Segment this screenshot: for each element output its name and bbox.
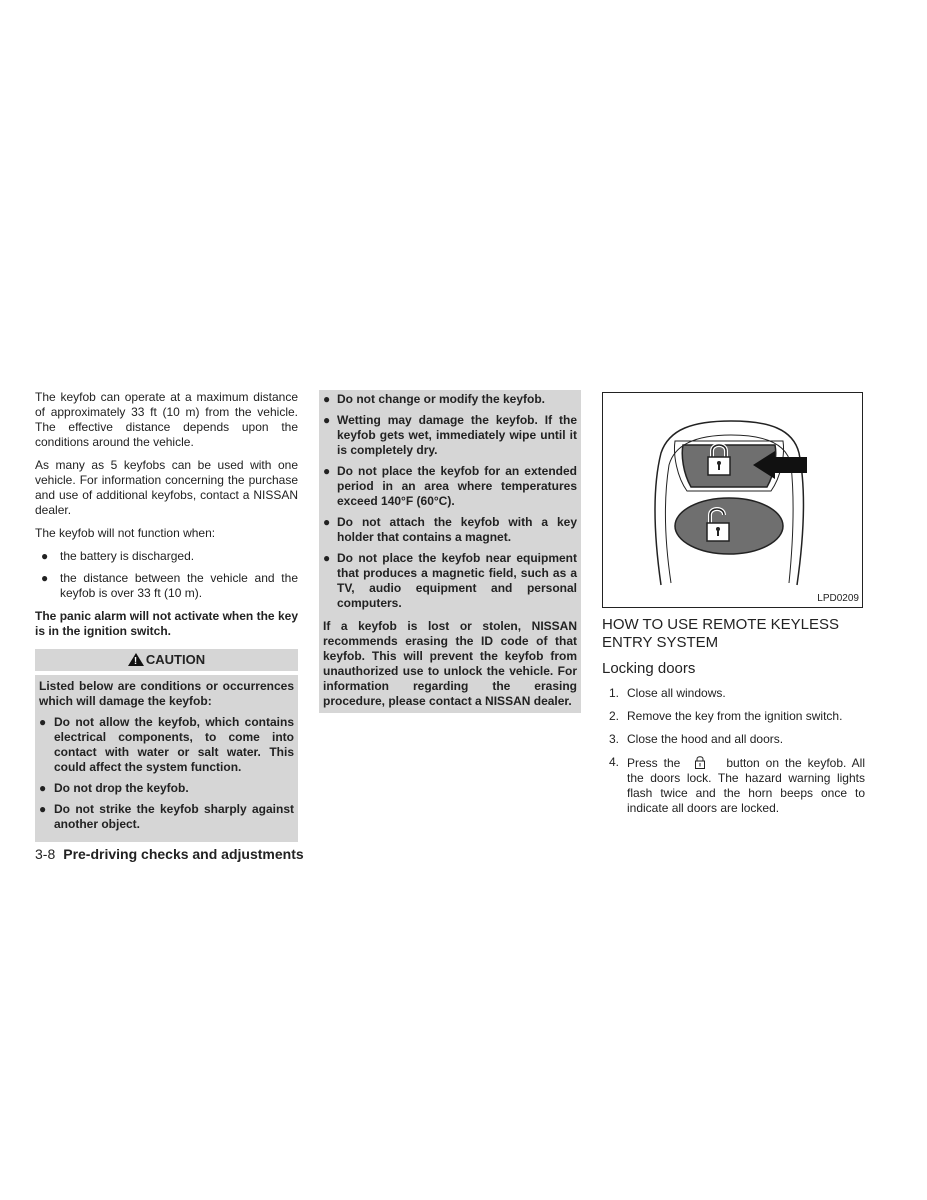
lost-keyfob-note: If a keyfob is lost or stolen, NISSAN recommends erasing the ID code of that keyfob. This will prevent the keyfob from unauthorized use to unlock the vehicle. For information regarding the erasing procedure, please contact a NISSAN dealer. (323, 619, 577, 708)
list-item: ● Do not place the keyfob for an extended period in an area where temperatures exceed 140°F (60°C). (323, 464, 577, 508)
column-middle (319, 390, 581, 713)
page-number: 3-8 (35, 846, 56, 862)
list-item: ● Do not attach the keyfob with a key holder that contains a magnet. (323, 515, 577, 544)
step-item: 3. Close the hood and all doors. (609, 732, 784, 746)
step-item: 1. Close all windows. (609, 686, 726, 700)
not-function-list (35, 549, 298, 601)
panic-alarm-note: The panic alarm will not activate when the key is in the ignition switch. (35, 609, 298, 638)
step-item: 2. Remove the key from the ignition switch. (609, 709, 843, 723)
bullet-dot: ● (323, 464, 331, 478)
bullet-dot: ● (41, 571, 49, 585)
caution-header (35, 649, 298, 671)
list-item: ● the battery is discharged. (41, 549, 195, 563)
bullet-dot: ● (39, 802, 47, 816)
section-heading: HOW TO USE REMOTE KEYLESS ENTRY SYSTEM (602, 616, 839, 651)
list-item: ● the distance between the vehicle and the keyfob is over 33 ft (10 m). (41, 571, 298, 600)
figure-label: LPD0209 (817, 593, 859, 604)
list-item: ● Do not place the keyfob near equipment that produces a magnetic field, such as a TV, audio equipment and personal computers. (323, 551, 577, 610)
range-paragraph: The keyfob can operate at a maximum distance of approximately 33 ft (10 m) from the vehicle. The effective distance depends upon the conditions around the vehicle. (35, 390, 298, 449)
subsection-heading: Locking doors (602, 660, 696, 677)
list-item: ● Do not drop the keyfob. (39, 781, 189, 795)
column-left (35, 390, 298, 842)
bullet-dot: ● (41, 549, 49, 563)
bullet-dot: ● (323, 392, 331, 406)
not-function-intro: The keyfob will not function when: (35, 526, 216, 540)
keyfob-illustration (603, 393, 862, 607)
caution-list (39, 715, 294, 832)
bullet-dot: ● (323, 551, 331, 565)
keyfob-figure (602, 392, 863, 608)
list-item: ● Do not change or modify the keyfob. (323, 392, 546, 406)
list-item: ● Do not allow the keyfob, which contains electrical components, to come into contact with water or salt water. This could affect the system function. (39, 715, 294, 774)
bullet-dot: ● (39, 715, 47, 729)
bullet-dot: ● (39, 781, 47, 795)
caution-continued-box (319, 390, 581, 713)
caution-list-continued (323, 392, 577, 611)
locking-steps (602, 686, 865, 816)
keyfob-count-paragraph: As many as 5 keyfobs can be used with one vehicle. For information concerning the purchase and use of additional keyfobs, contact a NISSAN dealer. (35, 458, 298, 517)
unlock-button (675, 498, 783, 554)
lock-icon (694, 755, 706, 769)
caution-intro: Listed below are conditions or occurrences which will damage the keyfob: (39, 679, 294, 708)
list-item: ● Wetting may damage the keyfob. If the keyfob gets wet, immediately wipe until it is completely dry. (323, 413, 577, 457)
warning-triangle-icon (128, 653, 144, 666)
bullet-dot: ● (323, 515, 331, 529)
caution-box (35, 675, 298, 842)
list-item: ● Do not strike the keyfob sharply against another object. (39, 802, 294, 831)
step-item: 4. Press the button on the keyfob. All the doors lock. The hazard warning lights flash twice and the horn beeps once to indicate all doors are locked. (609, 755, 865, 815)
page-footer (35, 846, 304, 862)
bullet-dot: ● (323, 413, 331, 427)
section-title: Pre-driving checks and adjustments (63, 846, 304, 862)
column-right (602, 392, 865, 824)
caution-title: CAUTION (145, 652, 206, 667)
